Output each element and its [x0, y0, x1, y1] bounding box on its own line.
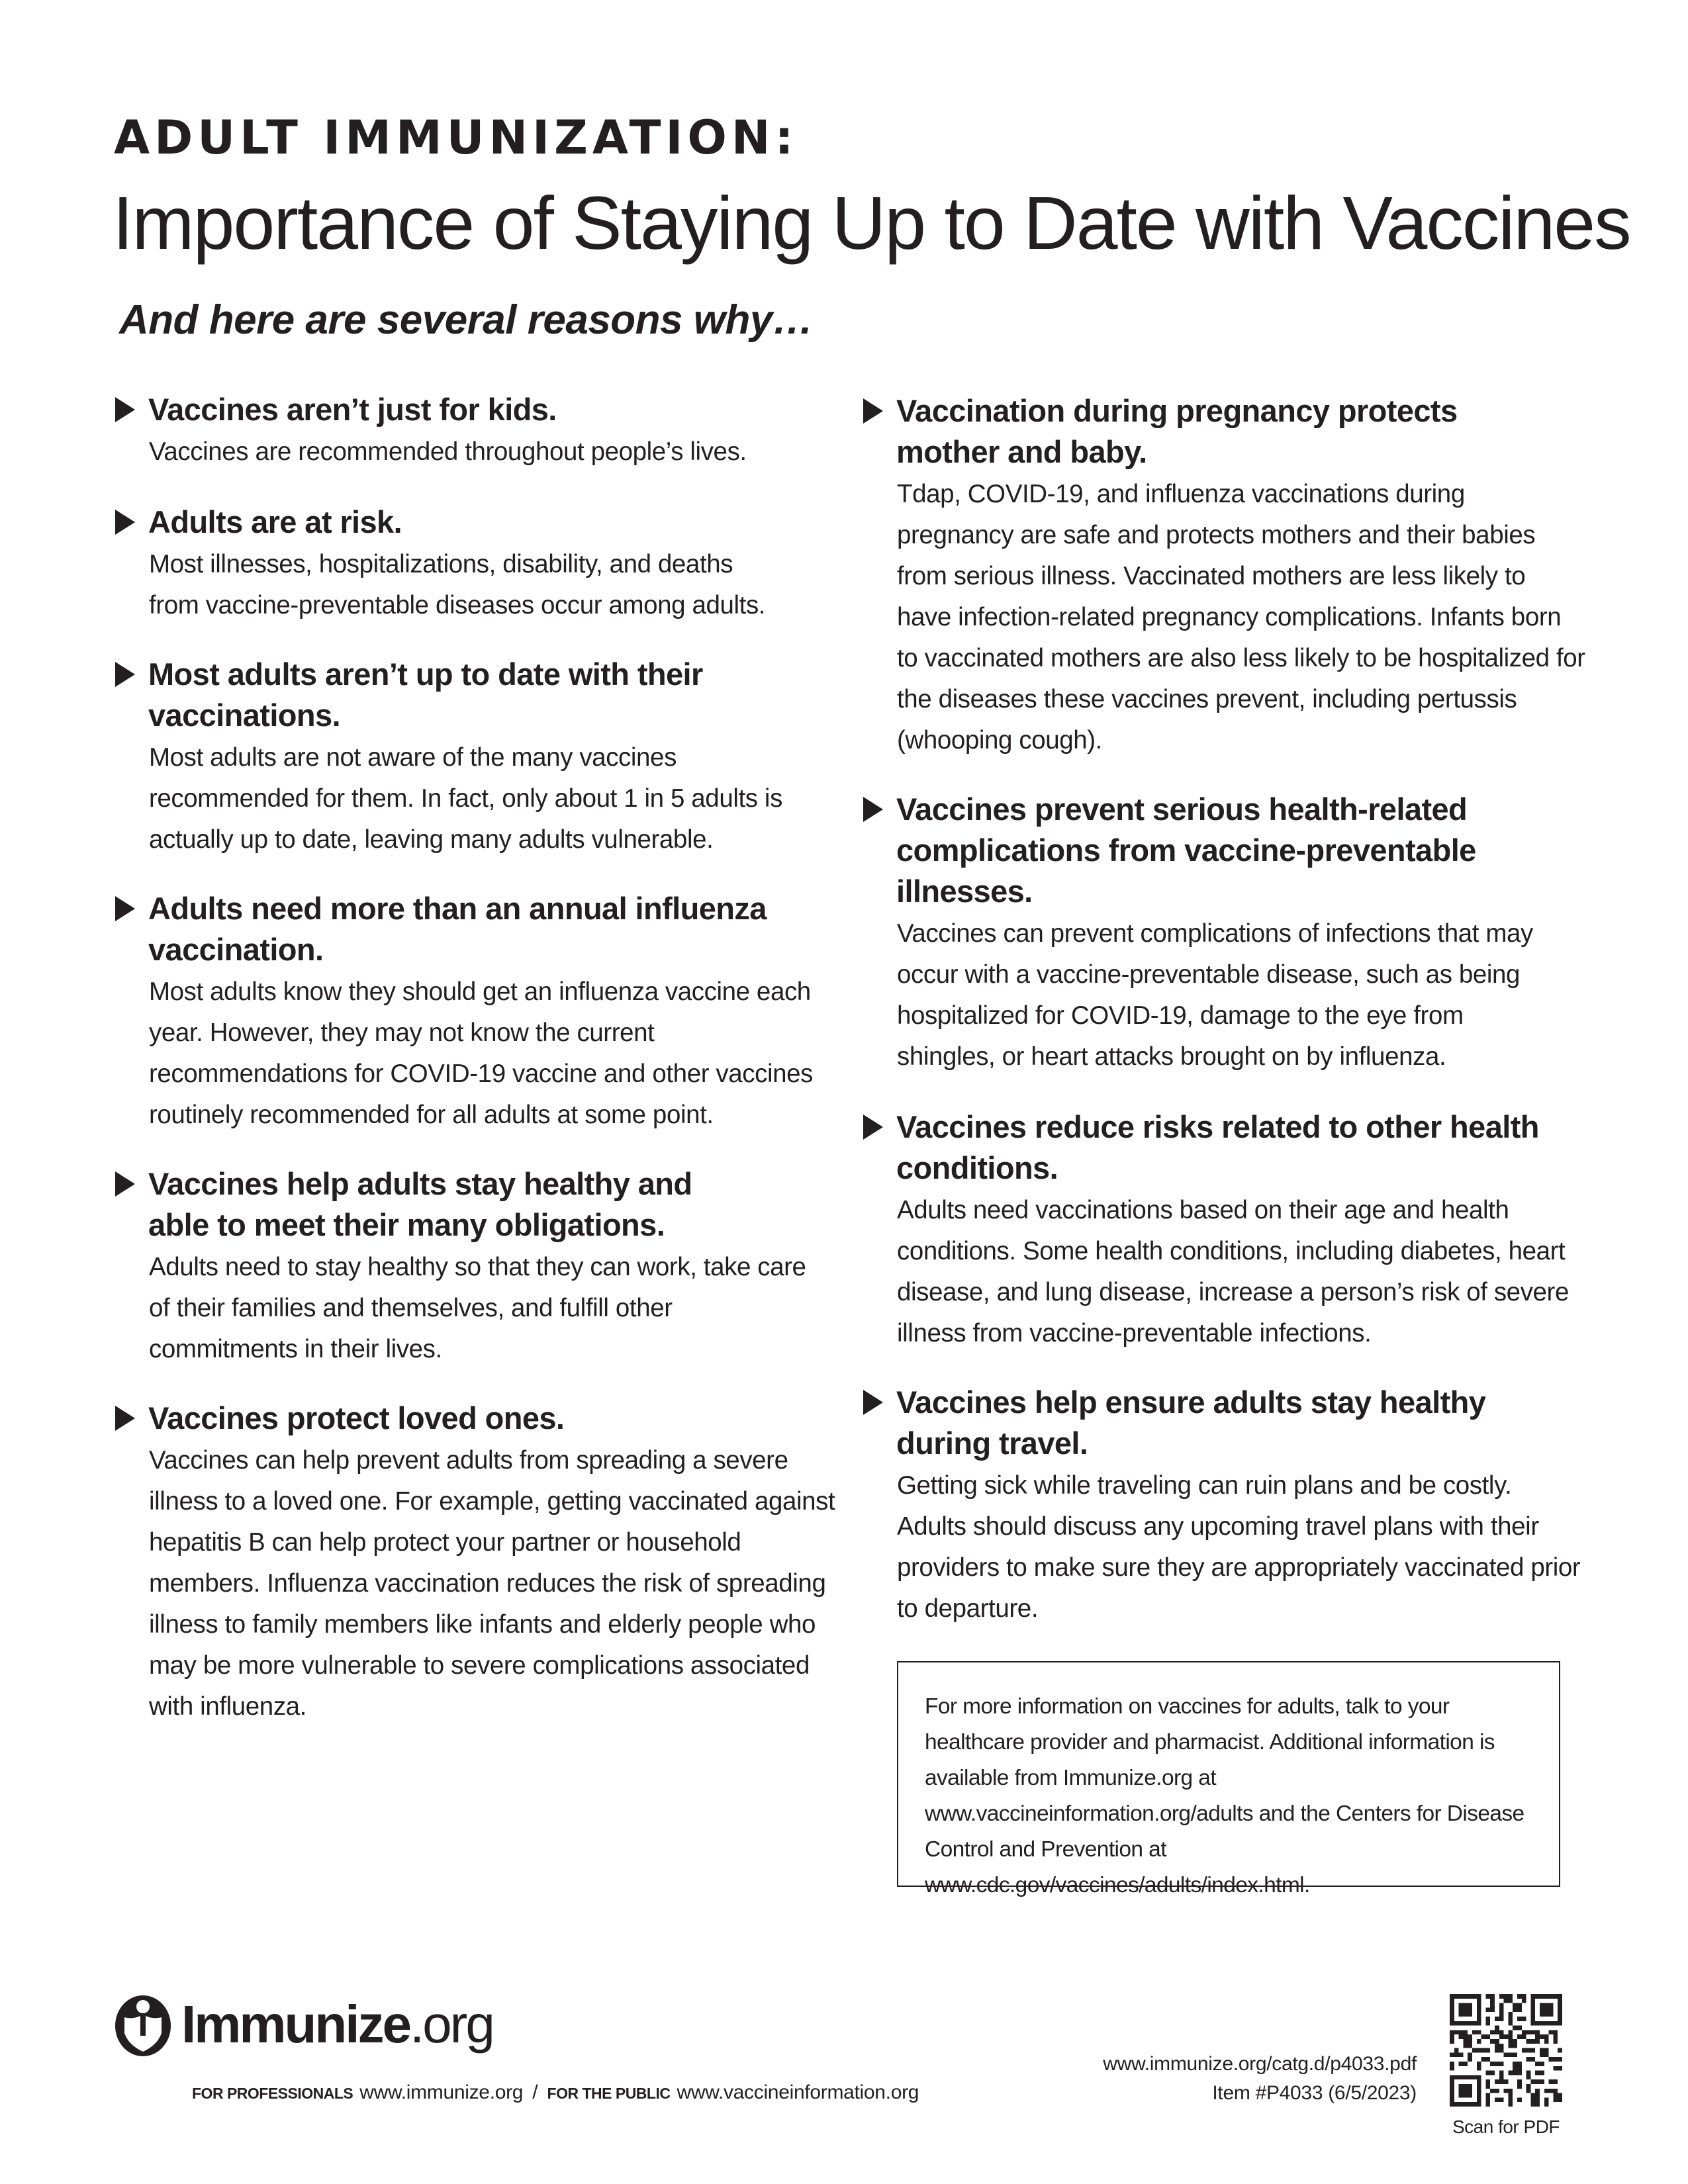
more-info-text: For more information on vaccines for adults, talk to your healthcare provider and pharmacist. Additional information is available from Immunize.org at www.vaccineinformation.org/adults and the Centers for Disease Control and Prevention at www.cdc.gov/vaccines/adults/index.html. [925, 1694, 1524, 1897]
reason-body: Most adults are not aware of the many vaccines recommended for them. In fact, only about 1 in 5 adults is actually up to date, leaving many adults vulnerable. [149, 743, 782, 854]
bullet-arrow-icon [115, 1171, 135, 1197]
reason-body: Tdap, COVID-19, and influenza vaccinations during pregnancy are safe and protects mothers and their babies from serious illness. Vaccinated mothers are less likely to have infection-related pregnancy complications. Infants born to vaccinated mothers are also less likely to be hospitalized for the diseases these vaccines prevent, including pertussis (whooping cough). [897, 480, 1585, 754]
reason-body: Vaccines are recommended throughout people’s lives. [149, 437, 747, 466]
qr-code-icon[interactable] [1450, 1994, 1562, 2107]
public-link[interactable]: www.vaccineinformation.org [677, 2081, 919, 2103]
reason-heading: Vaccines aren’t just for kids. [148, 392, 557, 427]
logo-name: Immunize [181, 1995, 410, 2054]
professionals-label: FOR PROFESSIONALS [192, 2085, 353, 2102]
bullet-arrow-icon [863, 1115, 883, 1140]
bullet-arrow-icon [115, 896, 135, 921]
immunize-shield-icon [114, 1992, 172, 2057]
reason-item [114, 389, 829, 473]
reason-body: Adults need to stay healthy so that they can work, take care of their families and themselves, and fulfill other commitments in their lives. [149, 1253, 806, 1363]
page-subtitle: And here are several reasons why… [119, 297, 814, 343]
immunize-logo[interactable] [114, 1992, 493, 2057]
reason-heading: Vaccines help ensure adults stay healthy during travel. [896, 1385, 1486, 1461]
footer-links [192, 2081, 928, 2104]
bullet-arrow-icon [863, 797, 883, 822]
reason-item [862, 1107, 1577, 1354]
reason-heading: Vaccines help adults stay healthy and able to meet their many obligations. [148, 1166, 692, 1242]
reason-body: Vaccines can help prevent adults from spreading a severe illness to a loved one. For example, getting vaccinated against hepatitis B can help protect your partner or household members. Influenza vaccination reduces the risk of spreading illness to family members like infants and elderly people who may be more vulnerable to severe complications associated with influenza. [149, 1446, 835, 1721]
reason-heading: Vaccines reduce risks related to other health conditions. [896, 1109, 1539, 1185]
bullet-arrow-icon [115, 397, 135, 422]
reason-item [862, 390, 1585, 761]
reason-item [114, 654, 829, 860]
footer-separator: / [532, 2081, 538, 2103]
bullet-arrow-icon [115, 662, 135, 687]
reason-heading: Adults need more than an annual influenza vaccination. [148, 891, 767, 967]
pdf-link[interactable]: www.immunize.org/catg.d/p4033.pdf [1103, 2053, 1417, 2075]
reason-heading: Vaccination during pregnancy protects mother and baby. [896, 393, 1458, 469]
reason-item [114, 1163, 829, 1370]
reason-heading: Vaccines prevent serious health-related complications from vaccine-preventable illnesses. [896, 792, 1476, 909]
qr-caption: Scan for PDF [1452, 2116, 1560, 2137]
reason-item [862, 789, 1577, 1077]
reason-body: Most adults know they should get an influenza vaccine each year. However, they may not know the current recommendations for COVID-19 vaccine and other vaccines routinely recommended for all adults at some point. [149, 978, 814, 1129]
reason-item [114, 888, 829, 1136]
reason-item [114, 502, 829, 626]
document-meta [1103, 2050, 1417, 2108]
reason-heading: Adults are at risk. [148, 504, 402, 539]
logo-wordmark [181, 1995, 493, 2054]
item-number: Item #P4033 (6/5/2023) [1212, 2082, 1417, 2104]
page-kicker: ADULT IMMUNIZATION: [114, 111, 798, 165]
bullet-arrow-icon [863, 398, 883, 424]
reason-body: Vaccines can prevent complications of infections that may occur with a vaccine-preventable disease, such as being hospitalized for COVID-19, damage to the eye from shingles, or heart attacks brought on by influenza. [897, 919, 1533, 1071]
logo-tld: .org [409, 1995, 493, 2054]
bullet-arrow-icon [863, 1390, 883, 1415]
reason-heading: Vaccines protect loved ones. [148, 1400, 565, 1435]
reason-item [862, 1382, 1581, 1629]
reason-heading: Most adults aren’t up to date with their vaccinations. [148, 657, 703, 733]
page-title: Importance of Staying Up to Date with Vaccines [113, 181, 1630, 265]
reason-body: Adults need vaccinations based on their age and health conditions. Some health conditions, including diabetes, heart disease, and lung disease, increase a person’s risk of severe illness from vaccine-preventable infections. [897, 1196, 1569, 1347]
reason-item [114, 1398, 835, 1727]
public-label: FOR THE PUBLIC [547, 2085, 671, 2102]
reason-body: Most illnesses, hospitalizations, disability, and deaths from vaccine-preventable diseases occur among adults. [149, 550, 766, 619]
bullet-arrow-icon [115, 1406, 135, 1431]
bullet-arrow-icon [115, 510, 135, 535]
reason-body: Getting sick while traveling can ruin plans and be costly. Adults should discuss any upcoming travel plans with their providers to make sure they are appropriately vaccinated prior to departure. [897, 1471, 1581, 1623]
more-info-box [897, 1661, 1560, 1897]
professionals-link[interactable]: www.immunize.org [359, 2081, 524, 2103]
